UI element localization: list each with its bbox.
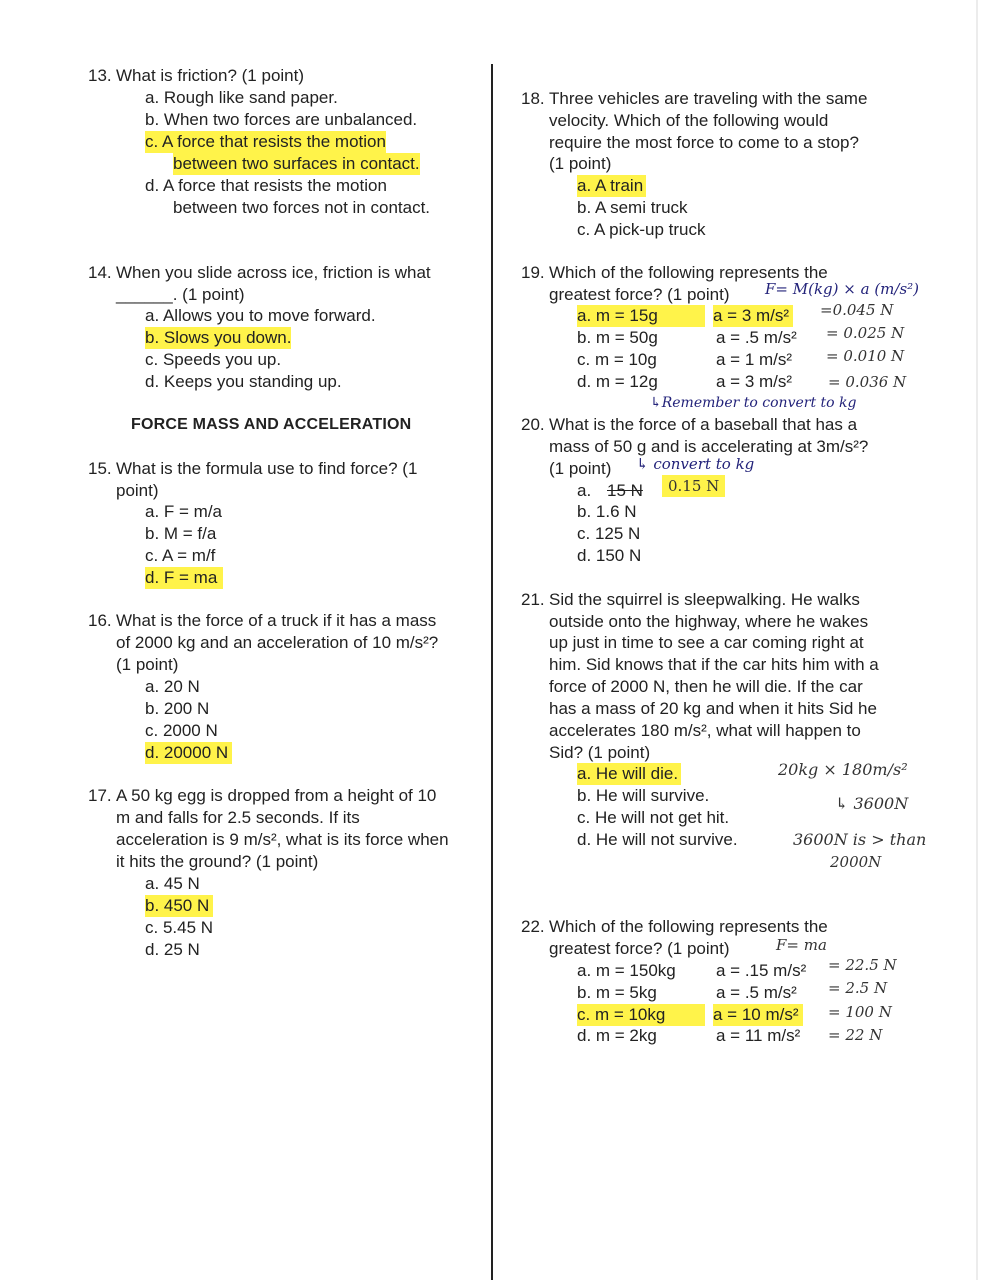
question-18-text-1: Three vehicles are traveling with the same — [549, 89, 868, 108]
question-18-text-2: velocity. Which of the following would — [549, 111, 829, 130]
q13-option-c-cont: between two surfaces in contact. — [173, 154, 420, 173]
question-17-text-3: acceleration is 9 m/s², what is its force when — [116, 830, 449, 849]
hw-q22-answer-a: = 22.5 N — [828, 956, 897, 974]
question-21-text-8: Sid? (1 point) — [549, 743, 651, 762]
question-21-text-7: accelerates 180 m/s², what will happen to — [549, 721, 861, 740]
question-21-text-6: has a mass of 20 kg and when it hits Sid he — [549, 699, 877, 718]
question-21-text-1: Sid the squirrel is sleepwalking. He walks — [549, 590, 860, 609]
question-21-text-4: him. Sid knows that if the car hits him with a — [549, 655, 879, 674]
q15-option-d: d. F = ma — [145, 567, 223, 589]
q14-option-d: d. Keeps you standing up. — [145, 372, 342, 391]
q21-option-d: d. He will not survive. — [577, 830, 738, 849]
q21-option-a: a. He will die. — [577, 763, 681, 785]
question-16-number: 16. — [88, 611, 112, 630]
question-21-text-5: force of 2000 N, then he will die. If the car — [549, 677, 863, 696]
hw-q22-formula: F= ma — [776, 936, 827, 954]
q20-option-a-crossed: 15 N — [607, 481, 643, 500]
question-22-text-1: Which of the following represents the — [549, 917, 828, 936]
question-22-text-2: greatest force? (1 point) — [549, 939, 730, 958]
question-13-text: What is friction? (1 point) — [116, 66, 305, 85]
q16-option-d: d. 20000 N — [145, 742, 232, 764]
question-19-text-1: Which of the following represents the — [549, 263, 828, 282]
q15-option-a: a. F = m/a — [145, 502, 222, 521]
question-18-number: 18. — [521, 89, 545, 108]
hw-q21-calc-1: 20kg × 180m/s² — [778, 760, 908, 779]
question-15-number: 15. — [88, 459, 112, 478]
question-14-number: 14. — [88, 263, 112, 282]
q14-option-c: c. Speeds you up. — [145, 350, 282, 369]
question-17-text-4: it hits the ground? (1 point) — [116, 852, 319, 871]
q18-option-b: b. A semi truck — [577, 198, 688, 217]
question-14-text-1: When you slide across ice, friction is what — [116, 263, 431, 282]
question-18-text-4: (1 point) — [549, 154, 612, 173]
question-20-text-2: mass of 50 g and is accelerating at 3m/s²? — [549, 437, 869, 456]
q16-option-c: c. 2000 N — [145, 721, 218, 740]
q19-option-d-mass: d. m = 12g — [577, 372, 658, 391]
q19-option-a-mass: a. m = 15g — [577, 305, 705, 327]
q15-option-b: b. M = f/a — [145, 524, 217, 543]
q17-option-d: d. 25 N — [145, 940, 200, 959]
hw-q19-formula: F= M(kg) × a (m/s²) — [765, 280, 920, 298]
q19-option-d-accel: a = 3 m/s² — [716, 372, 793, 391]
q22-option-a-mass: a. m = 150kg — [577, 961, 676, 980]
question-20-text-1: What is the force of a baseball that has a — [549, 415, 858, 434]
q20-option-d: d. 150 N — [577, 546, 642, 565]
question-13-number: 13. — [88, 66, 112, 85]
q13-option-b: b. When two forces are unbalanced. — [145, 110, 418, 129]
question-21-number: 21. — [521, 590, 545, 609]
q18-option-c: c. A pick-up truck — [577, 220, 706, 239]
q13-option-d: d. A force that resists the motion — [145, 176, 387, 195]
question-17-text-1: A 50 kg egg is dropped from a height of 10 — [116, 786, 437, 805]
q19-option-b-mass: b. m = 50g — [577, 328, 658, 347]
question-16-text-1: What is the force of a truck if it has a mass — [116, 611, 437, 630]
question-21-text-2: outside onto the highway, where he wakes — [549, 612, 869, 631]
q22-option-b-mass: b. m = 5kg — [577, 983, 657, 1002]
page-edge — [976, 0, 978, 1280]
question-14-text-2: ______. (1 point) — [116, 285, 245, 304]
q14-option-a: a. Allows you to move forward. — [145, 306, 376, 325]
question-19-text-2: greatest force? (1 point) — [549, 285, 730, 304]
q20-option-c: c. 125 N — [577, 524, 641, 543]
hw-q19-answer-b: = 0.025 N — [826, 324, 905, 342]
question-20-text-3: (1 point) — [549, 459, 612, 478]
question-20-number: 20. — [521, 415, 545, 434]
q20-option-a: a. — [577, 481, 592, 500]
hw-q19-answer-d: = 0.036 N — [828, 373, 907, 391]
hw-q19-answer-a: =0.045 N — [820, 301, 894, 319]
question-21-text-3: up just in time to see a car coming right at — [549, 633, 864, 652]
hw-q21-calc-2: ↳ 3600N — [835, 794, 909, 813]
q14-option-b: b. Slows you down. — [145, 328, 292, 347]
q21-option-b: b. He will survive. — [577, 786, 710, 805]
q22-option-a-accel: a = .15 m/s² — [716, 961, 807, 980]
question-16-text-2: of 2000 kg and an acceleration of 10 m/s²? — [116, 633, 439, 652]
question-17-number: 17. — [88, 786, 112, 805]
q22-option-c-mass: c. m = 10kg — [577, 1004, 705, 1026]
q16-option-b: b. 200 N — [145, 699, 210, 718]
hw-q21-calc-3: 3600N is > than — [793, 830, 927, 849]
hw-q22-answer-b: = 2.5 N — [828, 979, 888, 997]
q13-option-d-cont: between two forces not in contact. — [173, 198, 431, 217]
q19-option-b-accel: a = .5 m/s² — [716, 328, 797, 347]
hw-q19-answer-c: = 0.010 N — [826, 347, 905, 365]
column-divider — [491, 64, 493, 1280]
question-17-text-2: m and falls for 2.5 seconds. If its — [116, 808, 360, 827]
hw-q22-answer-c: = 100 N — [828, 1003, 892, 1021]
q13-option-c: c. A force that resists the motion — [145, 132, 386, 151]
q22-option-d-accel: a = 11 m/s² — [716, 1026, 801, 1045]
question-15-text-1: What is the formula use to find force? (1 — [116, 459, 418, 478]
q17-option-a: a. 45 N — [145, 874, 200, 893]
q19-option-c-mass: c. m = 10g — [577, 350, 657, 369]
q22-option-d-mass: d. m = 2kg — [577, 1026, 657, 1045]
q16-option-a: a. 20 N — [145, 677, 200, 696]
q15-option-c: c. A = m/f — [145, 546, 216, 565]
question-18-text-3: require the most force to come to a stop? — [549, 133, 859, 152]
question-15-text-2: point) — [116, 481, 159, 500]
question-19-number: 19. — [521, 263, 545, 282]
hw-q20-answer: 0.15 N — [662, 475, 725, 497]
q17-option-b: b. 450 N — [145, 895, 213, 917]
hw-q19-note: ↳Remember to convert to kg — [650, 395, 857, 411]
question-16-text-3: (1 point) — [116, 655, 179, 674]
q18-option-a: a. A train — [577, 175, 646, 197]
hw-q21-calc-4: 2000N — [830, 853, 882, 871]
hw-q22-answer-d: = 22 N — [828, 1026, 883, 1044]
q22-option-b-accel: a = .5 m/s² — [716, 983, 797, 1002]
q13-option-a: a. Rough like sand paper. — [145, 88, 338, 107]
q22-option-c-accel: a = 10 m/s² — [713, 1004, 803, 1026]
q19-option-c-accel: a = 1 m/s² — [716, 350, 793, 369]
hw-q20-note: ↳ convert to kg — [636, 455, 755, 473]
q17-option-c: c. 5.45 N — [145, 918, 214, 937]
q21-option-c: c. He will not get hit. — [577, 808, 730, 827]
section-heading: FORCE MASS AND ACCELERATION — [131, 416, 412, 433]
q20-option-b: b. 1.6 N — [577, 502, 637, 521]
question-22-number: 22. — [521, 917, 545, 936]
q19-option-a-accel: a = 3 m/s² — [713, 305, 793, 327]
